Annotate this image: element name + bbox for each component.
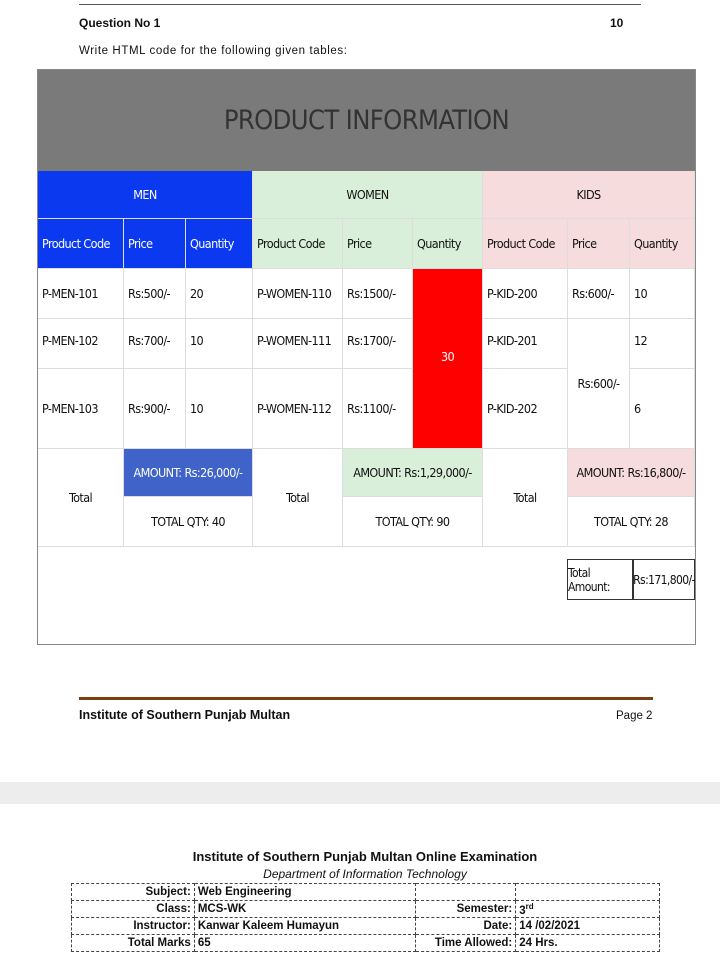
date-value: 14 /02/2021 bbox=[516, 918, 660, 935]
kids-row-2-qty: 12 bbox=[630, 319, 695, 369]
col-header-women-code: Product Code bbox=[253, 219, 343, 269]
group-men: MEN bbox=[38, 171, 253, 219]
page-break-gap bbox=[0, 782, 720, 804]
date-label: Date: bbox=[416, 918, 516, 935]
women-amount: AMOUNT: Rs:1,29,000/- bbox=[343, 449, 483, 497]
kids-row-3-code: P-KID-202 bbox=[483, 369, 568, 449]
women-total-label: Total bbox=[253, 449, 343, 547]
col-header-kids-qty: Quantity bbox=[630, 219, 695, 269]
col-header-men-code: Product Code bbox=[38, 219, 124, 269]
col-header-women-price: Price bbox=[343, 219, 413, 269]
women-row-1-code: P-WOMEN-110 bbox=[253, 269, 343, 319]
group-women: WOMEN bbox=[253, 171, 483, 219]
men-row-1-price: Rs:500/- bbox=[124, 269, 186, 319]
question-marks: 10 bbox=[610, 16, 624, 30]
kids-row-3-qty: 6 bbox=[630, 369, 695, 449]
women-row-3-code: P-WOMEN-112 bbox=[253, 369, 343, 449]
men-row-2-price: Rs:700/- bbox=[124, 319, 186, 369]
kids-price-merged: Rs:600/- bbox=[568, 319, 630, 449]
grand-total-value: Rs:171,800/- bbox=[633, 559, 695, 600]
exam-department: Department of Information Technology bbox=[263, 867, 467, 881]
exam-info-table bbox=[71, 883, 660, 952]
men-row-3-qty: 10 bbox=[186, 369, 253, 449]
kids-total-qty: TOTAL QTY: 28 bbox=[568, 497, 695, 547]
men-total-label: Total bbox=[38, 449, 124, 547]
kids-row-1-price: Rs:600/- bbox=[568, 269, 630, 319]
women-row-1-price: Rs:1500/- bbox=[343, 269, 413, 319]
men-total-qty: TOTAL QTY: 40 bbox=[124, 497, 253, 547]
kids-row-1-code: P-KID-200 bbox=[483, 269, 568, 319]
semester-label: Semester: bbox=[416, 901, 516, 918]
women-row-2-code: P-WOMEN-111 bbox=[253, 319, 343, 369]
col-header-kids-price: Price bbox=[568, 219, 630, 269]
women-row-3-price: Rs:1100/- bbox=[343, 369, 413, 449]
men-amount: AMOUNT: Rs:26,000/- bbox=[124, 449, 253, 497]
men-row-3-price: Rs:900/- bbox=[124, 369, 186, 449]
women-qty-merged: 30 bbox=[413, 269, 483, 449]
women-row-2-price: Rs:1700/- bbox=[343, 319, 413, 369]
kids-amount: AMOUNT: Rs:16,800/- bbox=[568, 449, 695, 497]
footer-institute: Institute of Southern Punjab Multan bbox=[79, 708, 291, 722]
table-title: PRODUCT INFORMATION bbox=[38, 70, 695, 171]
total-marks-value: 65 bbox=[194, 935, 416, 952]
kids-total-label: Total bbox=[483, 449, 568, 547]
instructor-label: Instructor: bbox=[72, 918, 195, 935]
kids-row-2-code: P-KID-201 bbox=[483, 319, 568, 369]
product-table bbox=[37, 69, 696, 645]
kids-row-1-qty: 10 bbox=[630, 269, 695, 319]
time-allowed-value: 24 Hrs. bbox=[516, 935, 660, 952]
footer-rule bbox=[79, 697, 653, 700]
footer-page-number: Page 2 bbox=[616, 710, 653, 722]
men-row-3-code: P-MEN-103 bbox=[38, 369, 124, 449]
men-row-1-code: P-MEN-101 bbox=[38, 269, 124, 319]
class-value: MCS-WK bbox=[194, 901, 416, 918]
question-number: Question No 1 bbox=[79, 16, 161, 30]
men-row-1-qty: 20 bbox=[186, 269, 253, 319]
top-rule bbox=[79, 4, 641, 5]
grand-total-label: Total Amount: bbox=[567, 559, 633, 600]
women-total-qty: TOTAL QTY: 90 bbox=[343, 497, 483, 547]
question-instruction: Write HTML code for the following given tables: bbox=[79, 45, 348, 57]
col-header-men-price: Price bbox=[124, 219, 186, 269]
col-header-kids-code: Product Code bbox=[483, 219, 568, 269]
semester-value: 3rd bbox=[516, 901, 660, 918]
total-marks-label: Total Marks bbox=[72, 935, 195, 952]
col-header-men-qty: Quantity bbox=[186, 219, 253, 269]
men-row-2-qty: 10 bbox=[186, 319, 253, 369]
exam-title: Institute of Southern Punjab Multan Online Examination bbox=[192, 849, 538, 864]
group-kids: KIDS bbox=[483, 171, 695, 219]
men-row-2-code: P-MEN-102 bbox=[38, 319, 124, 369]
instructor-value: Kanwar Kaleem Humayun bbox=[194, 918, 416, 935]
time-allowed-label: Time Allowed: bbox=[416, 935, 516, 952]
col-header-women-qty: Quantity bbox=[413, 219, 483, 269]
subject-label: Subject: bbox=[72, 884, 195, 901]
class-label: Class: bbox=[72, 901, 195, 918]
subject-value: Web Engineering bbox=[194, 884, 416, 901]
